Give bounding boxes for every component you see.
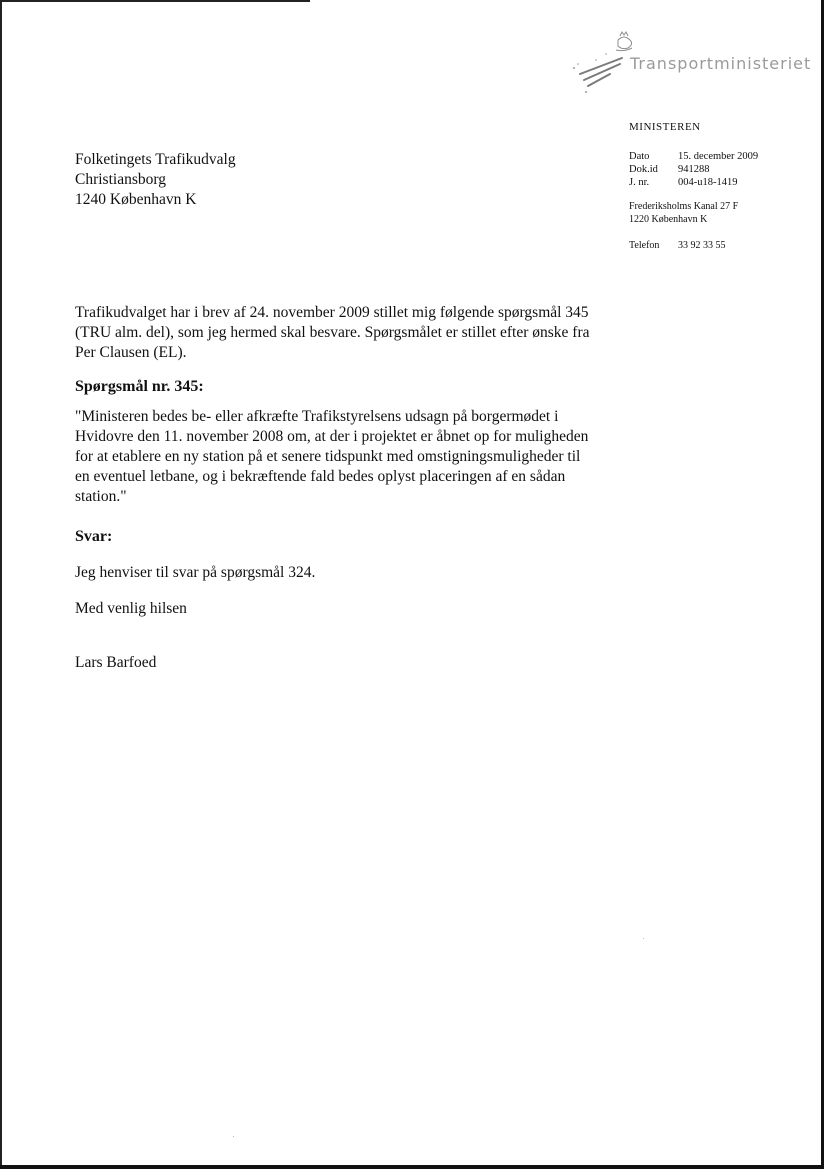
address-line: 1220 København K [629, 214, 708, 225]
scan-speck [643, 938, 644, 939]
question-heading: Spørgsmål nr. 345: [75, 378, 204, 395]
phone-label: Telefon [629, 240, 660, 251]
question-paragraph: "Ministeren bedes be- eller afkræfte Trafikstyrelsens udsagn på borgermødet i Hvidovre den 11. november 2008 om, at der i projektet er åbnet op for muligheden for at etablere en ny station på et senere tidspunkt med omstigningsmuligheder til en eventuel letbane, og i bekræftende fald bedes oplyst placeringen af en sådan station." [75, 408, 589, 505]
meta-value: 004-u18-1419 [678, 177, 738, 188]
meta-date [629, 150, 758, 163]
meta-label: Dok.id [629, 164, 658, 175]
meta-label: Dato [629, 151, 650, 162]
sender-phone [629, 240, 726, 251]
answer-paragraph: Jeg henviser til svar på spørgsmål 324. [75, 564, 316, 581]
scan-speck [233, 1136, 234, 1137]
meta-value: 941288 [678, 164, 710, 175]
recipient-line: Christiansborg [75, 171, 166, 188]
scan-edge-left [0, 0, 2, 1169]
letter-body [75, 303, 595, 673]
letter-metadata [629, 150, 758, 189]
recipient-line: 1240 København K [75, 191, 197, 208]
meta-label: J. nr. [629, 177, 650, 188]
closing-line: Med venlig hilsen [75, 600, 187, 617]
answer-heading: Svar: [75, 528, 113, 545]
signature: Lars Barfoed [75, 654, 157, 671]
recipient-line: Folketingets Trafikudvalg [75, 151, 236, 168]
scan-edge-bottom [0, 1165, 824, 1169]
address-line: Frederiksholms Kanal 27 F [629, 201, 739, 212]
scan-edge-top [0, 0, 310, 2]
intro-paragraph: Trafikudvalget har i brev af 24. november 2009 stillet mig følgende spørgsmål 345 (TRU alm. del), som jeg hermed skal besvare. Spørgsmålet er stillet efter ønske fra Per Clausen (EL). [75, 304, 590, 361]
ministry-name: Transportministeriet [630, 54, 812, 73]
sender-address [629, 200, 738, 226]
meta-value: 15. december 2009 [678, 151, 759, 162]
recipient-address [75, 150, 236, 210]
phone-value: 33 92 33 55 [678, 240, 726, 251]
ministry-logo [566, 24, 812, 96]
meta-doc-id [629, 163, 758, 176]
meta-journal-no [629, 176, 758, 189]
crown-logo-icon [566, 24, 636, 96]
sender-title: MINISTEREN [629, 121, 701, 133]
